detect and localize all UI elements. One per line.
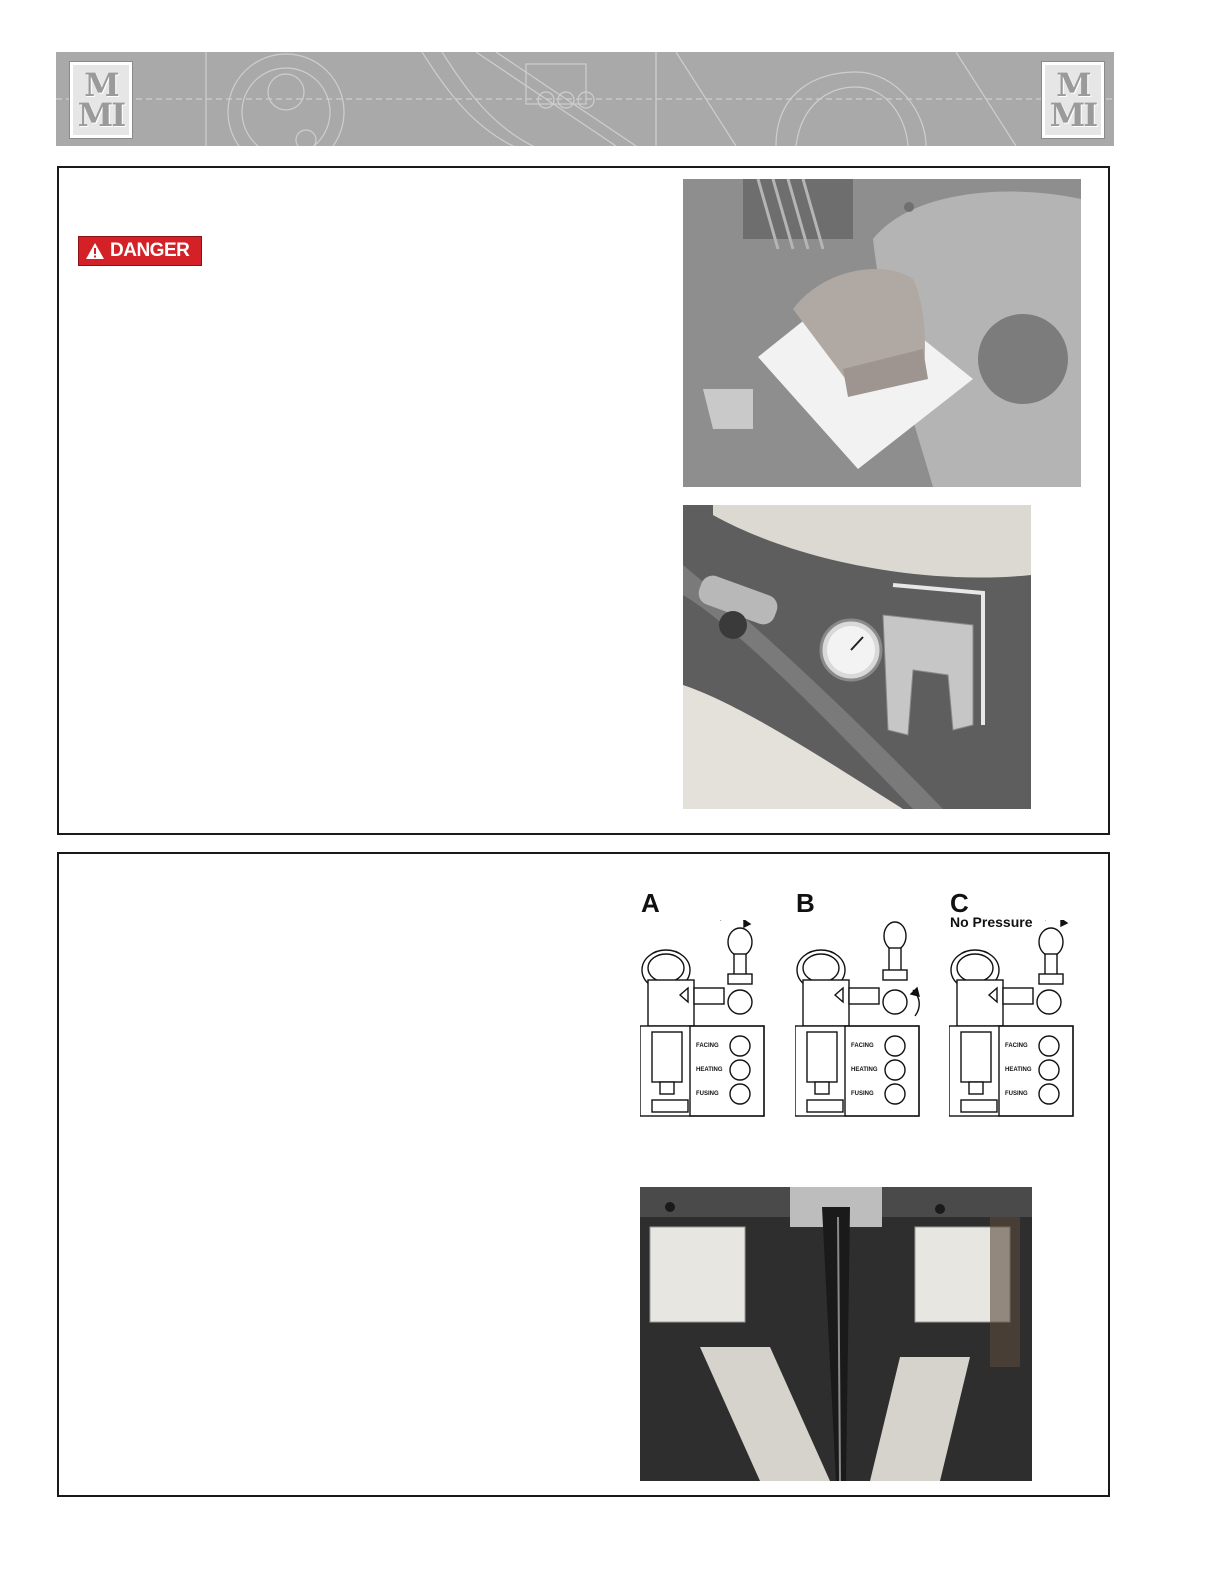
valve-drawing (640, 920, 770, 1120)
diagram-letter: C (950, 888, 969, 918)
logo-text-bottom: MI (1049, 96, 1097, 134)
blueprint-background (56, 52, 1114, 146)
fusing-label: FUSING (1005, 1091, 1028, 1097)
heating-label: HEATING (696, 1067, 723, 1073)
facing-label: FACING (851, 1043, 874, 1049)
logo-text-top: M (1056, 66, 1090, 104)
photo-heater-thermometer (683, 505, 1031, 809)
valve-drawing (949, 920, 1079, 1120)
company-logo-left (70, 62, 132, 138)
logo-text-bottom: MI (77, 96, 125, 134)
diagram-letter: A (641, 888, 660, 918)
photo-jaw-gap (640, 1187, 1032, 1481)
heating-label: HEATING (851, 1067, 878, 1073)
no-pressure-note: No Pressure (950, 914, 1033, 930)
logo-text-top: M (84, 66, 118, 104)
header-banner (56, 52, 1114, 146)
facing-label: FACING (696, 1043, 719, 1049)
warning-triangle-icon (85, 242, 105, 260)
valve-diagram-b (795, 890, 925, 1122)
photo-heater-wipe (683, 179, 1081, 487)
company-logo-right (1042, 62, 1104, 138)
valve-diagram-a (640, 890, 770, 1122)
fusing-label: FUSING (851, 1091, 874, 1097)
heating-label: HEATING (1005, 1067, 1032, 1073)
valve-drawing (795, 920, 925, 1120)
danger-label: DANGER (110, 240, 190, 261)
valve-diagram-c (949, 890, 1079, 1122)
fusing-label: FUSING (696, 1091, 719, 1097)
diagram-letter: B (796, 888, 815, 918)
facing-label: FACING (1005, 1043, 1028, 1049)
danger-badge (78, 236, 202, 266)
